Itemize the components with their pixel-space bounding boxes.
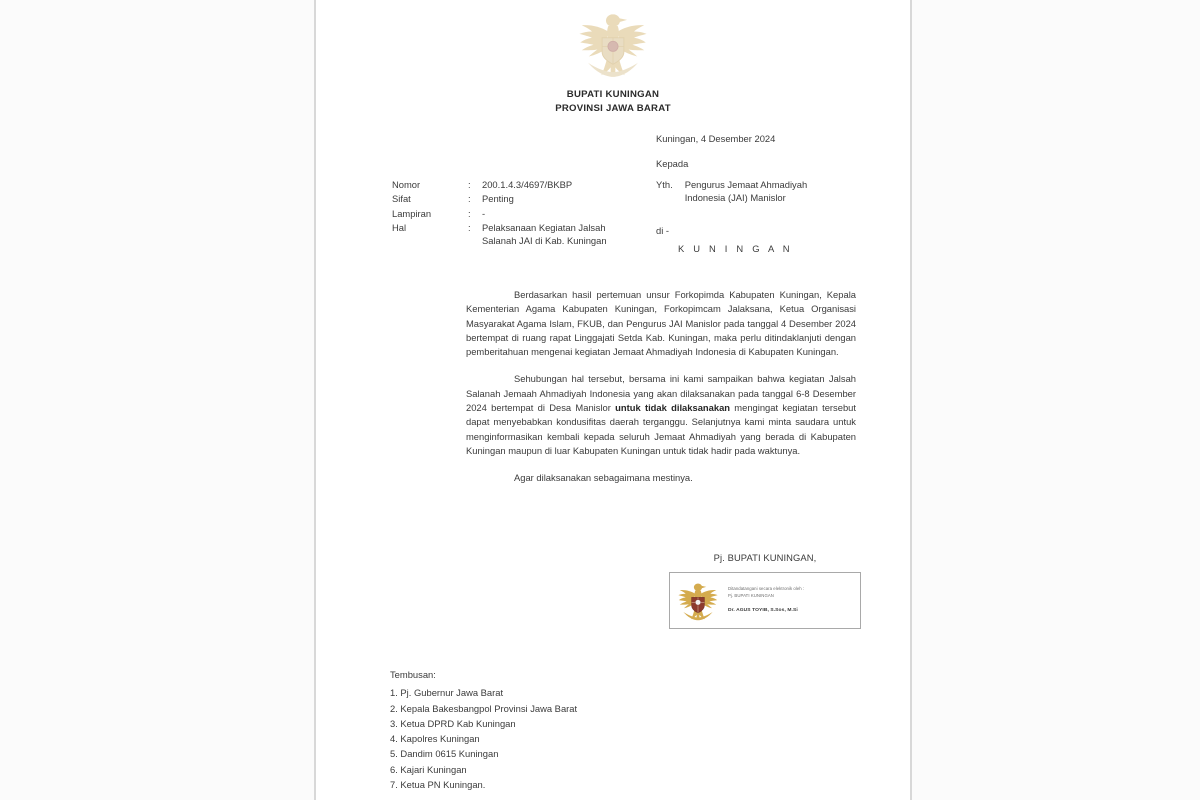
page-gutter-left — [0, 0, 316, 800]
meta-row — [392, 178, 642, 191]
carbon-copy-block — [390, 668, 790, 792]
signature-note-line-1: Ditandatangani secara elektronik oleh : — [728, 586, 805, 592]
list-item: 2. Kepala Bakesbangpol Provinsi Jawa Barat — [390, 702, 578, 714]
meta-key: Sifat — [392, 193, 411, 205]
recipient-name — [685, 178, 906, 205]
recipient-name-line-1: Pengurus Jemaat Ahmadiyah — [684, 178, 808, 190]
list-item: 3. Ketua DPRD Kab Kuningan — [390, 717, 516, 729]
meta-row — [392, 221, 642, 248]
meta-value: 200.1.4.3/4697/BKBP — [482, 179, 573, 190]
body-paragraph-1: Berdasarkan hasil pertemuan unsur Forkopimda Kabupaten Kuningan, Kepala Kementerian Agama Kabupaten Kuningan, Forkopimcam Jalaksana, Ketua Organisasi Masyarakat Agama Islam, FKUB, dan Pengurus JAI Manislor pada tanggal 4 Desember 2024 bertempat di ruang rapat Linggajati Setda Kab. Kuningan, maka perlu ditindaklanjuti dengan pemberitahuan mengenai kegiatan Jemaat Ahmadiyah Indonesia di Kabupaten Kuningan. — [466, 289, 856, 358]
letter-body — [466, 288, 856, 486]
list-item: 5. Dandim 0615 Kuningan — [390, 748, 499, 760]
meta-key: Nomor — [392, 179, 421, 190]
garuda-pancasila-emblem-icon — [574, 8, 652, 80]
yth-label: Yth. — [656, 178, 673, 190]
garuda-pancasila-emblem-icon — [675, 580, 721, 622]
paragraph-2-part-1: Sehubungan hal tersebut, bersama ini kami sampaikan bahwa kegiatan Jalsah Salanah Jemaah Ahmadiyah Indonesia yang akan dilaksanakan pada tanggal 6-8 Desember 2024 bertempat di Desa Manislor — [466, 373, 856, 414]
letterhead-line-2: PROVINSI JAWA BARAT — [555, 102, 671, 114]
meta-key: Hal — [392, 222, 407, 234]
meta-value: Pelaksanaan Kegiatan Jalsah Salanah JAI di Kab. Kuningan — [482, 222, 607, 247]
signature-details — [725, 586, 855, 615]
carbon-copy-list — [390, 685, 790, 792]
letterhead-line-1: BUPATI KUNINGAN — [566, 89, 660, 100]
electronic-signature-box — [669, 572, 861, 629]
carbon-copy-title: Tembusan: — [390, 669, 436, 680]
page-edge-right — [910, 0, 912, 800]
page-gutter-right — [910, 0, 1200, 800]
body-paragraph-2 — [466, 372, 856, 458]
letter-reference-table — [392, 178, 642, 249]
meta-colon: : — [468, 179, 471, 190]
paragraph-2-part-2: mengingat kegiatan tersebut dapat menyebabkan kondusifitas daerah terganggu. Selanjutnya kami minta saudara untuk menginformasikan kembali kepada seluruh Jemaat Ahmadiyah yang berada di Kabupaten Kuningan maupun di luar Kabupaten Kuningan untuk tidak hadir pada waktunya. — [466, 402, 856, 456]
list-item: 7. Ketua PN Kuningan. — [390, 778, 486, 790]
paragraph-2-emphasis: untuk tidak dilaksanakan — [615, 402, 731, 414]
meta-colon: : — [468, 222, 471, 234]
signatory-name: Dr. AGUS TOYIB, S.Sos, M.Si — [728, 608, 798, 614]
letter-page — [316, 0, 910, 800]
meta-row — [392, 192, 642, 205]
meta-key: Lampiran — [392, 207, 432, 219]
signature-title: Pj. BUPATI KUNINGAN, — [713, 552, 817, 563]
di-label: di - — [656, 225, 670, 237]
body-closing-line: Agar dilaksanakan sebagaimana mestinya. — [514, 472, 693, 484]
date-line: Kuningan, 4 Desember 2024 — [656, 133, 776, 144]
recipient-row — [656, 178, 906, 205]
meta-colon: : — [468, 207, 471, 219]
signature-note-line-2: Pj. BUPATI KUNINGAN — [728, 592, 774, 598]
recipient-name-line-2: Indonesia (JAI) Manislor — [684, 192, 786, 204]
kepada-label: Kepada — [656, 158, 689, 170]
recipient-block — [656, 132, 906, 255]
recipient-city: K U N I N G A N — [678, 242, 793, 254]
meta-value: - — [482, 207, 486, 219]
meta-value: Penting — [482, 193, 514, 205]
letterhead-title — [316, 88, 910, 116]
list-item: 1. Pj. Gubernur Jawa Barat — [390, 687, 504, 699]
list-item: 6. Kajari Kuningan — [390, 763, 467, 775]
meta-row — [392, 207, 642, 220]
meta-colon: : — [468, 193, 471, 205]
signature-block — [650, 551, 880, 629]
list-item: 4. Kapolres Kuningan — [390, 733, 480, 745]
